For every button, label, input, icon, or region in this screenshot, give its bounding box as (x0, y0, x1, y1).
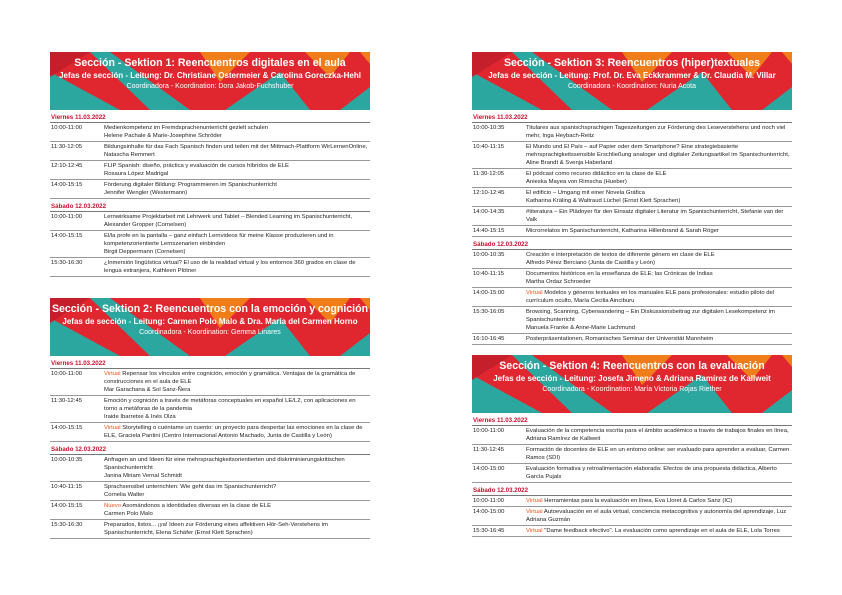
session-time: 14:00-15:15 (51, 233, 83, 239)
session-title (526, 170, 792, 178)
session-time: 10:00-10:35 (473, 252, 505, 258)
session-time: 10:00-10:35 (473, 125, 505, 131)
schedule-row (50, 501, 370, 520)
session-time: 10:40-11:15 (473, 271, 505, 277)
session-title (526, 270, 792, 278)
session-authors: Anieska Mayea von Rimscha (Hueber) (526, 179, 627, 185)
session-description (104, 181, 370, 197)
day-header: Sábado 12.03.2022 (50, 442, 370, 455)
banner-text (50, 298, 370, 338)
session-title (104, 213, 370, 229)
banner-text (472, 355, 792, 395)
session-time: 11:30-12:45 (51, 398, 83, 404)
session-title (526, 189, 792, 197)
session-title (104, 232, 370, 248)
session-text: Modelos y géneros textuales en los manuales ELE para profesionales: estudio piloto del currículum oculto, María Cecilia Ainciburu (526, 290, 775, 304)
schedule-row (50, 161, 370, 180)
session-title (526, 124, 792, 140)
session-authors: Martha Ordaz Schroeder (526, 279, 591, 285)
session-title (526, 335, 792, 343)
session-authors: Cornelia Walter (104, 492, 145, 498)
section-banner (50, 52, 370, 110)
session-time: 14:00-15:00 (473, 290, 505, 296)
session-text: Documentos históricos en la enseñanza de ELE: las Crónicas de Indias (526, 271, 713, 277)
session-text: Formación de docentes de ELE en un entorno online: ser evaluado para aprender a evaluar, Carmen Ramos (SDI) (526, 447, 790, 461)
session-authors: Jennifer Wengler (Westermann) (104, 190, 188, 196)
schedule-row (472, 426, 792, 445)
schedule-row (472, 445, 792, 464)
session-time: 10:00-11:00 (473, 428, 505, 434)
schedule-row (472, 334, 792, 345)
session-time: 15:30-16:05 (473, 309, 505, 315)
section-banner (50, 298, 370, 356)
schedule-row (472, 288, 792, 307)
banner-text (50, 52, 370, 92)
session-tag: Virtual (104, 425, 121, 431)
session-time: 10:00-10:35 (51, 457, 83, 463)
schedule-row (50, 423, 370, 442)
session-title (526, 289, 792, 305)
session-time: 12:10-12:45 (51, 163, 83, 169)
session-title (104, 124, 370, 132)
session-text: El/la profe en la pantalla – ganz einfach Lernvideos für meine Klasse produzieren und in kompetenzorientierte Lernszenarien einbinden (104, 233, 334, 247)
session-text: Evaluación de la competencia escrita para el ámbito académico a través de trabajos finales en línea, Adriana Ramírez de Kallweit (526, 428, 789, 442)
session-description (104, 502, 370, 518)
schedule-row (472, 526, 792, 537)
session-text: Storytelling o cuéntame un cuento: un proyecto para despertar las emociones en la clase de ELE, Graciela Pantini (Centro Internacional Antonio Machado, Junta de Castilla y León) (104, 425, 363, 439)
session-time: 14:00-15:00 (473, 466, 505, 472)
session-tag: Virtual (104, 371, 121, 377)
session-description (526, 208, 792, 224)
session-title (104, 483, 370, 491)
session-description (526, 289, 792, 305)
session-title (104, 162, 370, 170)
session-description (104, 162, 370, 178)
session-description (526, 124, 792, 140)
schedule-row (50, 258, 370, 277)
session-time: 11:30-12:05 (51, 144, 83, 150)
section-banner (472, 355, 792, 413)
session-authors: Birgit Deppermann (Cornelsen) (104, 249, 186, 255)
session-description (104, 483, 370, 499)
session-description (104, 397, 370, 421)
session-title (104, 370, 370, 386)
session-title (526, 251, 792, 259)
schedule-row (472, 207, 792, 226)
session-title (526, 527, 792, 535)
session-description (526, 508, 792, 524)
section-coordinator: Coordinadora - Koordination: Nuria Acota (567, 83, 697, 90)
session-tag: Nuevo (104, 503, 122, 509)
schedule-row (472, 507, 792, 526)
session-text: Sprachsensibel unterrichten: Wie geht das im Spanischunterricht? (104, 484, 277, 490)
session-text: Autoevaluación en el aula virtual, conciencia metacognitiva y autonomía del aprendizaje, Luz Adriana Guzmán (526, 509, 787, 523)
section-heads: Jefas de sección - Leitung: Josefa Jimeno & Adriana Ramírez de Kallweit (493, 374, 771, 383)
schedule-row (50, 180, 370, 199)
session-time: 12:10-12:45 (473, 190, 505, 196)
session-title (526, 227, 792, 235)
session-description (526, 308, 792, 332)
session-authors: Helene Pachale & Marie-Josephine Schröder (104, 133, 222, 139)
schedule-row (472, 250, 792, 269)
session-text: FLIP Spanish: diseño, práctica y evaluación de cursos híbridos de ELE (104, 163, 289, 169)
session-authors: Manuela Franke & Anne-Marie Lachmund (526, 325, 636, 331)
session-title (526, 508, 792, 524)
session-time: 11:30-12:45 (473, 447, 505, 453)
session-text: Repensar los vínculos entre cognición, emoción y gramática. Ventajas de la gramática de construcciones en el aula de ELE (104, 371, 356, 385)
schedule-row (472, 269, 792, 288)
day-header: Viernes 11.03.2022 (50, 356, 370, 369)
session-title (104, 424, 370, 440)
session-title (104, 502, 370, 510)
session-text: Asomándonos a identidades diversas en la clase de ELE (121, 503, 272, 509)
schedule-row (472, 123, 792, 142)
session-text: El pódcast como recurso didáctico en la clase de ELE (526, 171, 667, 177)
session-tag: Virtual (526, 509, 543, 515)
session-title (104, 181, 370, 189)
session-time: 14:40-15:15 (473, 228, 505, 234)
session-description (526, 170, 792, 186)
session-time: 10:00-11:00 (51, 125, 83, 131)
session-description (526, 427, 792, 443)
session-text: Posterpräsentationen, Romanisches Seminar der Universität Mannheim (526, 336, 714, 342)
session-description (526, 143, 792, 167)
session-tag: Virtual (526, 290, 543, 296)
session-description (526, 497, 792, 505)
session-tag: Virtual (526, 528, 543, 534)
session-text: "Dame feedback efectivo". La evaluación como aprendizaje en el aula de ELE, Lola Torres (542, 528, 780, 534)
day-header: Viernes 11.03.2022 (50, 110, 370, 123)
session-description (104, 521, 370, 537)
session-authors: Rosaura López Madrigal (104, 171, 169, 177)
schedule-row (472, 169, 792, 188)
schedule-row (50, 123, 370, 142)
session-title (104, 456, 370, 472)
schedule-row (50, 369, 370, 396)
session-authors: Katharina Kräling & Waltraud Lüchel (Ernst Klett Sprachen) (526, 198, 681, 204)
session-time: 10:00-11:00 (51, 371, 83, 377)
schedule-row (50, 212, 370, 231)
session-description (526, 335, 792, 343)
session-title (526, 465, 792, 481)
session-time: 14:00-15:15 (51, 425, 83, 431)
session-text: Anfragen an und Ideen für eine mehrsprachigkeitsorientierten und diskriminierungskritischen Spanischunterricht (104, 457, 345, 471)
day-header: Sábado 12.03.2022 (472, 237, 792, 250)
session-description (526, 227, 792, 235)
session-authors: Janina Miriam Vernal Schmidt (104, 473, 182, 479)
session-title (526, 497, 792, 505)
session-time: 15:30-16:30 (51, 260, 83, 266)
section-heads: Jefas de sección - Leitung: Prof. Dr. Eva Eckkrammer & Dr. Claudia M. Villar (488, 71, 776, 80)
schedule-row (472, 464, 792, 483)
session-description (526, 465, 792, 481)
session-description (104, 370, 370, 394)
section-coordinator: Coordinadora - Koordination: María Victoria Rojas Riether (542, 386, 722, 393)
section-title: Sección - Sektion 4: Reencuentros con la evaluación (499, 360, 765, 372)
session-time: 15:30-16:30 (51, 522, 83, 528)
session-time: 14:00-15:15 (51, 503, 83, 509)
section-1 (50, 52, 370, 277)
session-authors: Iraide Ibarretxe & Inés Olza (104, 414, 176, 420)
session-text: Evaluación formativa y retroalimentación elaborada: Efectos de una propuesta didáctica, Alberto García Pujals (526, 466, 777, 480)
schedule-row (50, 482, 370, 501)
section-heads: Jefas de sección - Leitung: Dr. Christiane Ostermeier & Carolina Goreczka-Hehl (59, 71, 361, 80)
section-3 (472, 52, 792, 345)
session-description (526, 270, 792, 286)
banner-text (472, 52, 792, 92)
section-heads: Jefas de sección - Leitung: Carmen Polo Malo & Dra. María del Carmen Horno (62, 317, 358, 326)
session-description (104, 143, 370, 159)
session-description (104, 259, 370, 275)
session-text: Microrrelatos im Spanischunterricht, Katharina Hillenbrand & Sarah Röger (526, 228, 719, 234)
session-time: 15:30-16:45 (473, 528, 505, 534)
session-time: 14:00-15:15 (51, 182, 83, 188)
schedule-row (472, 188, 792, 207)
schedule-row (472, 496, 792, 507)
section-coordinator: Coordinadora - Koordination: Dora Jakob-Fuchshuber (126, 83, 294, 90)
session-text: El Mundo und El País – auf Papier oder dem Smartphone? Eine strategiebasierte mehrsprachigkeitssensible Erschließung analoger und digitaler Zeitungsartikel im Spanischunterricht, Aline Brandt & Svenja Haberland (526, 144, 790, 166)
schedule-row (50, 142, 370, 161)
session-time: 14:00-15:00 (473, 509, 505, 515)
day-header: Sábado 12.03.2022 (50, 199, 370, 212)
section-banner (472, 52, 792, 110)
schedule-row (50, 520, 370, 539)
session-authors: Alfredo Pérez Berciano (Junta de Castilla y León) (526, 260, 656, 266)
session-description (104, 232, 370, 256)
session-description (526, 251, 792, 267)
session-text: Titulares aus spanischsprachigen Tageszeitungen zur Förderung des Leseverstehens und noch viel mehr, Inga Heybach-Reitz (526, 125, 786, 139)
session-title (104, 143, 370, 159)
session-description (104, 424, 370, 440)
session-title (526, 143, 792, 167)
section-title: Sección - Sektion 3: Reencuentros (hiper)textuales (503, 57, 761, 69)
session-text: Preparados, listos... ¡ya! Ideen zur Förderung eines affektiven Hör-Seh-Verstehens im Spanischunterricht, Elena Schäfer (Ernst Klett Sprachen) (104, 522, 328, 536)
session-description (104, 213, 370, 229)
session-description (526, 446, 792, 462)
session-text: Browsing, Scanning, Cyberwandering – Ein Diskussionsbeitrag zur digitalen Lesekompetenz im Spanischunterricht (526, 309, 775, 323)
session-time: 16:10-16:45 (473, 336, 505, 342)
session-text: Creación e interpretación de textos de diferente género en clase de ELE (526, 252, 715, 258)
session-title (526, 208, 792, 224)
session-description (104, 456, 370, 480)
section-4 (472, 355, 792, 537)
session-description (526, 527, 792, 535)
day-header: Viernes 11.03.2022 (472, 413, 792, 426)
session-text: Förderung digitaler Bildung: Programmieren im Spanischunterricht (104, 182, 277, 188)
session-text: Lernwirksame Projektarbeit mit Lehrwerk und Tablet – Blended Learning im Spanischunterricht, Alexander Gropper (Cornelsen) (104, 214, 353, 228)
day-header: Sábado 12.03.2022 (472, 483, 792, 496)
section-2 (50, 298, 370, 539)
session-time: 14:00-14:35 (473, 209, 505, 215)
schedule-row (50, 455, 370, 482)
session-text: Medienkompetenz im Fremdsprachenunterricht gezielt schulen (104, 125, 269, 131)
session-time: 10:40-11:15 (473, 144, 505, 150)
session-text: ¿Inmersión lingüística virtual? El uso de la realidad virtual y los entornos 360 grados en clase de lengua extranjera, Kathleen Plötner (104, 260, 356, 274)
session-time: 11:30-12:05 (473, 171, 505, 177)
session-authors: Carmen Polo Malo (104, 511, 153, 517)
session-tag: Virtual (526, 498, 543, 504)
session-authors: Mar Garachana & Sol Sanz-Ñera (104, 387, 191, 393)
schedule-row (472, 226, 792, 237)
session-title (104, 397, 370, 413)
session-time: 10:00-11:00 (51, 214, 83, 220)
section-title: Sección - Sektion 1: Reencuentros digitales en el aula (74, 57, 346, 69)
session-title (526, 427, 792, 443)
session-text: Bildungsinhalte für das Fach Spanisch finden und teilen mit der Mittmach-Plattform WirLernenOnline, Natascha Remmert (104, 144, 368, 158)
session-title (104, 259, 370, 275)
session-time: 10:00-11:00 (473, 498, 505, 504)
schedule-row (50, 396, 370, 423)
session-text: #Iiteratura – Ein Plädoyer für den Einsatz digitaler Literatur im Spanischunterricht, Stefanie van der Valk (526, 209, 784, 223)
schedule-row (472, 307, 792, 334)
session-title (526, 446, 792, 462)
day-header: Viernes 11.03.2022 (472, 110, 792, 123)
session-text: Emoción y cognición a través de metáforas conceptuales en español LE/L2, con aplicaciones en torno a metáforas de la pandemia (104, 398, 356, 412)
session-title (104, 521, 370, 537)
section-coordinator: Coordinadora - Koordination: Gemma Linares (139, 329, 281, 336)
section-title: Sección - Sektion 2: Reencuentros con la emoción y cognición (51, 303, 369, 315)
session-description (104, 124, 370, 140)
schedule-row (472, 142, 792, 169)
session-description (526, 189, 792, 205)
session-text: El edificio – Umgang mit einer Novela Gráfica (526, 190, 645, 196)
session-title (526, 308, 792, 324)
session-text: Herramientas para la evaluación en línea, Eva Lloret & Carlos Sanz (IC) (542, 498, 733, 504)
session-time: 10:40-11:15 (51, 484, 83, 490)
schedule-row (50, 231, 370, 258)
